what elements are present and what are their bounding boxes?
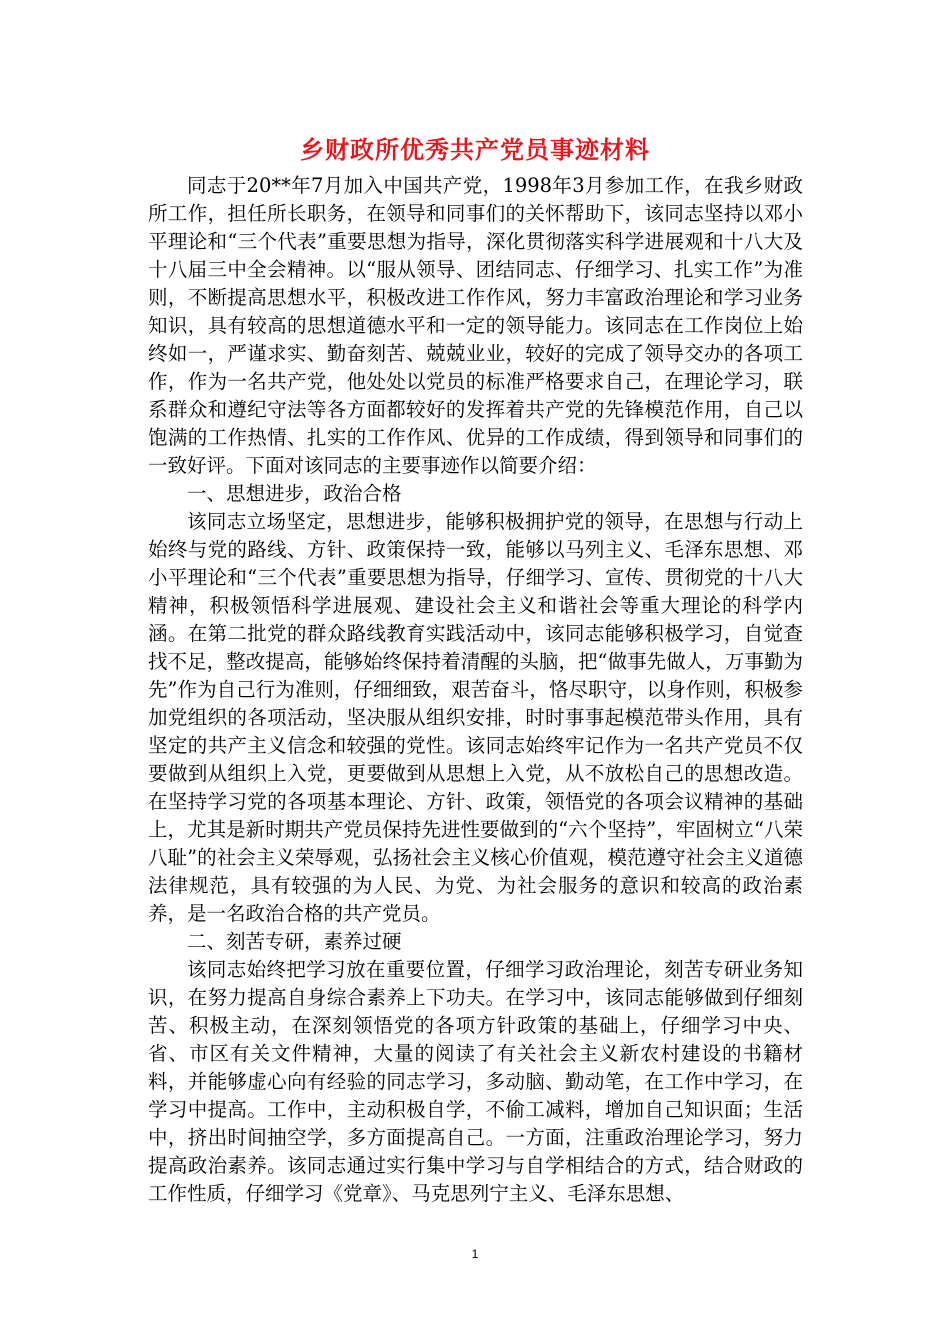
document-title: 乡财政所优秀共产党员事迹材料	[300, 135, 650, 164]
section-heading-2: 二、刻苦专研，素养过硬	[187, 930, 402, 953]
paragraph-intro: 同志于20**年7月加入中国共产党，1998年3月参加工作，在我乡财政所工作，担任所长职务，在领导和同事们的关怀帮助下，该同志坚持以邓小平理论和“三个代表”重要思想为指导，深化贯彻落实科学进展观和十八大及十八届三中全会精神。以“服从领导、团结同志、仔细学习、扎实工作”为准则，不断提高思想水平，积极改进工作作风，努力丰富政治理论和学习业务知识，具有较高的思想道德水平和一定的领导能力。该同志在工作岗位上始终如一，严谨求实、勤奋刻苦、兢兢业业，较好的完成了领导交办的各项工作，作为一名共产党，他处处以党员的标准严格要求自己，在理论学习，联系群众和遵纪守法等各方面都较好的发挥着共产党的先锋模范作用，自己以饱满的工作热情、扎实的工作作风、优异的工作成绩，得到领导和同事们的一致好评。下面对该同志的主要事迹作以简要介绍：	[148, 174, 803, 477]
page-number: 1	[471, 1247, 479, 1261]
document-body	[148, 172, 803, 1208]
section-heading-1: 一、思想进步，政治合格	[187, 482, 402, 505]
paragraph-section-2: 该同志始终把学习放在重要位置，仔细学习政治理论，刻苦专研业务知识，在努力提高自身综合素养上下功夫。在学习中，该同志能够做到仔细刻苦、积极主动，在深刻领悟党的各项方针政策的基础上，仔细学习中央、省、市区有关文件精神，大量的阅读了有关社会主义新农村建设的书籍材料，并能够虚心向有经验的同志学习，多动脑、勤动笔，在工作中学习，在学习中提高。工作中，主动积极自学，不偷工减料，增加自己知识面；生活中，挤出时间抽空学，多方面提高自己。一方面，注重政治理论学习，努力提高政治素养。该同志通过实行集中学习与自学相结合的方式，结合财政的工作性质，仔细学习《党章》、马克思列宁主义、毛泽东思想、	[148, 958, 803, 1205]
paragraph-section-1: 该同志立场坚定，思想进步，能够积极拥护党的领导，在思想与行动上始终与党的路线、方针、政策保持一致，能够以马列主义、毛泽东思想、邓小平理论和“三个代表”重要思想为指导，仔细学习、宣传、贯彻党的十八大精神，积极领悟科学进展观、建设社会主义和谐社会等重大理论的科学内涵。在第二批党的群众路线教育实践活动中，该同志能够积极学习，自觉查找不足，整改提高，能够始终保持着清醒的头脑，把“做事先做人，万事勤为先”作为自己行为准则，仔细细致，艰苦奋斗，恪尽职守，以身作则，积极参加党组织的各项活动，坚决服从组织安排，时时事事起模范带头作用，具有坚定的共产主义信念和较强的党性。该同志始终牢记作为一名共产党员不仅要做到从组织上入党，更要做到从思想上入党，从不放松自己的思想改造。在坚持学习党的各项基本理论、方针、政策，领悟党的各项会议精神的基础上，尤其是新时期共产党员保持先进性要做到的“六个坚持”，牢固树立“八荣八耻”的社会主义荣辱观，弘扬社会主义核心价值观，模范遵守社会主义道德法律规范，具有较强的为人民、为党、为社会服务的意识和较高的政治素养，是一名政治合格的共产党员。	[148, 510, 803, 925]
